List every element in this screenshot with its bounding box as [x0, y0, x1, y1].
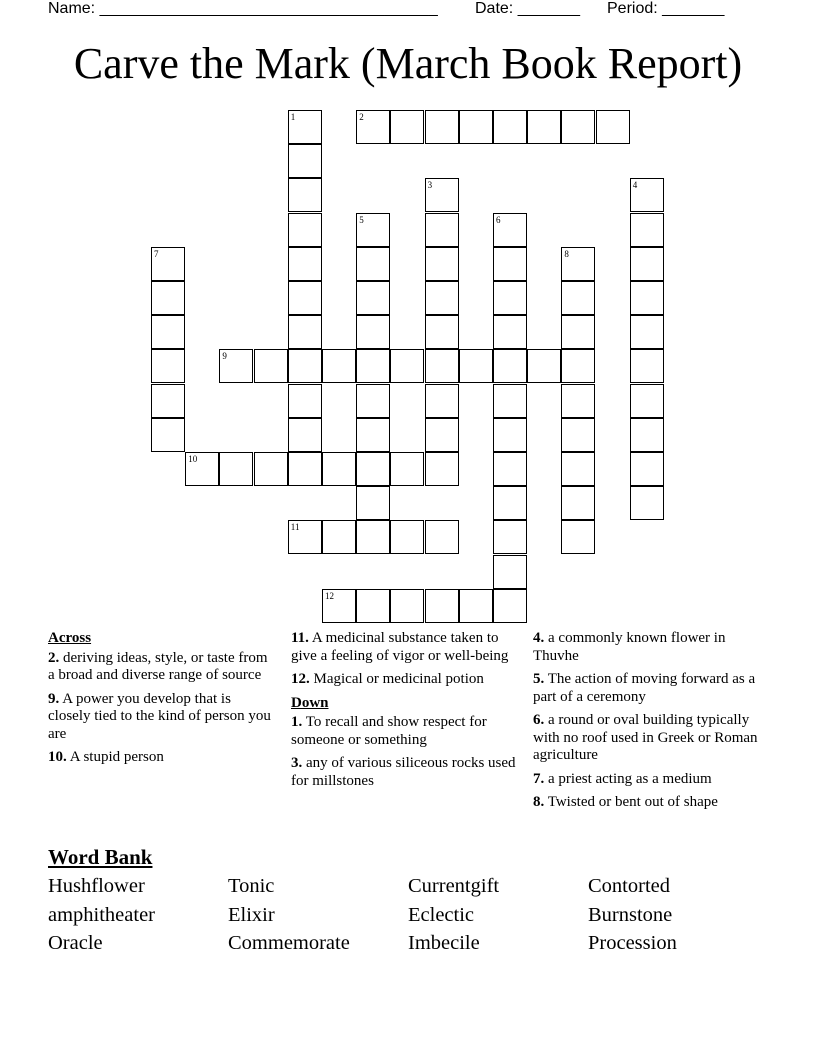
cell-number: 6	[496, 214, 501, 225]
crossword-cell[interactable]	[356, 589, 390, 623]
crossword-cell[interactable]	[493, 247, 527, 281]
crossword-cell[interactable]	[185, 452, 219, 486]
clue-text: Magical or medicinal potion	[313, 671, 484, 687]
cell-number: 7	[154, 248, 159, 259]
cell-number: 2	[359, 112, 364, 122]
crossword-cell[interactable]	[425, 418, 459, 452]
crossword-cell[interactable]	[288, 178, 322, 212]
crossword-cell[interactable]	[254, 349, 288, 383]
clue-text: Twisted or bent out of shape	[547, 794, 718, 810]
crossword-cell[interactable]	[151, 315, 185, 349]
crossword-cell[interactable]	[630, 178, 664, 212]
crossword-cell[interactable]	[425, 213, 459, 247]
crossword-cell[interactable]	[288, 144, 322, 178]
clue-number: 1.	[291, 714, 303, 730]
crossword-cell[interactable]	[322, 589, 356, 623]
clue-across-2	[48, 650, 273, 685]
crossword-cell[interactable]	[493, 349, 527, 383]
across-heading: Across	[48, 630, 92, 646]
crossword-cell[interactable]	[288, 247, 322, 281]
word-bank-word: Tonic	[228, 875, 275, 897]
cell-number: 12	[325, 590, 334, 601]
crossword-cell[interactable]	[390, 452, 424, 486]
clue-down-4	[533, 630, 763, 665]
word-bank-word: Elixir	[228, 903, 275, 926]
clue-number: 8.	[533, 794, 545, 810]
crossword-cell[interactable]	[288, 452, 322, 486]
crossword-cell[interactable]	[527, 110, 561, 144]
word-bank-word: Imbecile	[408, 932, 480, 954]
word-bank-word: Currentgift	[408, 875, 500, 897]
clue-text: To recall and show respect for someone or something	[291, 714, 487, 748]
clue-text: The action of moving forward as a part of a ceremony	[533, 671, 756, 705]
crossword-cell[interactable]	[151, 281, 185, 315]
crossword-cell[interactable]	[356, 452, 390, 486]
word-bank-word: Eclectic	[408, 903, 475, 926]
word-bank-word: Commemorate	[228, 932, 350, 954]
crossword-cell[interactable]	[630, 349, 664, 383]
clue-text: deriving ideas, style, or taste from a broad and diverse range of source	[48, 649, 268, 683]
clue-number: 6.	[533, 712, 545, 728]
clue-number: 10.	[48, 749, 67, 765]
word-bank-row	[48, 929, 768, 958]
clue-number: 4.	[533, 630, 545, 646]
date-field[interactable]: Date: _______	[475, 0, 580, 17]
crossword-cell[interactable]	[219, 452, 253, 486]
clue-text: A medicinal substance taken to give a feeling of vigor or well-being	[291, 630, 509, 664]
cell-number: 4	[632, 180, 638, 191]
clue-down-6	[533, 712, 763, 765]
clue-number: 7.	[533, 770, 545, 787]
crossword-cell[interactable]	[630, 213, 664, 247]
crossword-cell[interactable]	[288, 110, 322, 144]
crossword-cell[interactable]	[425, 178, 459, 212]
crossword-cell[interactable]	[561, 486, 595, 520]
word-bank-row	[48, 901, 768, 930]
crossword-cell[interactable]	[425, 281, 459, 315]
crossword-cell[interactable]	[493, 589, 527, 623]
crossword-cell[interactable]	[425, 110, 459, 144]
clue-number: 11.	[291, 630, 309, 646]
crossword-cell[interactable]	[493, 315, 527, 349]
clue-down-3	[291, 755, 516, 790]
crossword-cell[interactable]	[493, 384, 527, 418]
crossword-cell[interactable]	[561, 281, 595, 315]
crossword-cell[interactable]	[630, 486, 664, 520]
clue-text: a priest acting as a medium	[548, 770, 712, 787]
crossword-cell[interactable]	[596, 110, 630, 144]
crossword-cell[interactable]	[356, 247, 390, 281]
crossword-cell[interactable]	[288, 315, 322, 349]
crossword-cell[interactable]	[527, 349, 561, 383]
crossword-cell[interactable]	[459, 589, 493, 623]
cell-number: 3	[427, 180, 433, 191]
crossword-cell[interactable]	[425, 247, 459, 281]
crossword-cell[interactable]	[561, 520, 595, 554]
crossword-cell[interactable]	[390, 110, 424, 144]
crossword-cell[interactable]	[561, 315, 595, 349]
crossword-cell[interactable]	[390, 349, 424, 383]
crossword-cell[interactable]	[630, 281, 664, 315]
clue-down-5	[533, 671, 763, 706]
crossword-cell[interactable]	[356, 384, 390, 418]
crossword-cell[interactable]	[288, 520, 322, 554]
crossword-cell[interactable]	[151, 384, 185, 418]
cell-number: 1	[290, 112, 296, 122]
cell-number: 9	[222, 351, 227, 362]
crossword-cell[interactable]	[459, 349, 493, 383]
clue-across-12	[291, 671, 516, 689]
crossword-cell[interactable]	[356, 315, 390, 349]
crossword-cell[interactable]	[425, 520, 459, 554]
clue-number: 12.	[291, 671, 310, 687]
crossword-cell[interactable]	[630, 247, 664, 281]
crossword-cell[interactable]	[288, 349, 322, 383]
crossword-cell[interactable]	[356, 213, 390, 247]
crossword-cell[interactable]	[288, 281, 322, 315]
crossword-cell[interactable]	[425, 452, 459, 486]
crossword-cell[interactable]	[493, 520, 527, 554]
crossword-cell[interactable]	[322, 349, 356, 383]
crossword-cell[interactable]	[356, 110, 390, 144]
clue-text: a round or oval building typically with no roof used in Greek or Roman agriculture	[533, 712, 758, 763]
crossword-cell[interactable]	[425, 589, 459, 623]
clue-text: A power you develop that is closely tied to the kind of person you are	[48, 690, 271, 742]
clue-number: 2.	[48, 649, 60, 666]
clues-column-2	[291, 630, 516, 796]
crossword-cell[interactable]	[561, 349, 595, 383]
name-field[interactable]: Name: ______________________________________	[48, 0, 438, 17]
clue-text: any of various siliceous rocks used for millstones	[291, 755, 516, 789]
clue-across-10	[48, 749, 273, 767]
clue-down-1	[291, 714, 516, 749]
crossword-cell[interactable]	[288, 418, 322, 452]
clue-number: 9.	[48, 690, 60, 707]
crossword-cell[interactable]	[288, 213, 322, 247]
crossword-cell[interactable]	[151, 247, 185, 281]
clue-across-9	[48, 691, 273, 744]
cell-number: 5	[359, 214, 364, 225]
crossword-cell[interactable]	[561, 110, 595, 144]
crossword-cell[interactable]	[356, 281, 390, 315]
crossword-cell[interactable]	[493, 418, 527, 452]
crossword-cell[interactable]	[630, 452, 664, 486]
crossword-cell[interactable]	[493, 486, 527, 520]
word-bank-title: Word Bank	[48, 845, 153, 869]
word-bank-word: Oracle	[48, 932, 103, 954]
crossword-cell[interactable]	[493, 555, 527, 589]
word-bank	[48, 872, 768, 958]
word-bank-word: Hushflower	[48, 875, 145, 897]
crossword-cell[interactable]	[322, 452, 356, 486]
clue-down-8	[533, 794, 763, 812]
word-bank-word: Contorted	[588, 875, 670, 897]
crossword-cell[interactable]	[630, 418, 664, 452]
clues-column-3	[533, 630, 763, 818]
clue-number: 3.	[291, 755, 303, 771]
crossword-cell[interactable]	[356, 418, 390, 452]
crossword-cell[interactable]	[493, 213, 527, 247]
crossword-cell[interactable]	[425, 315, 459, 349]
crossword-cell[interactable]	[493, 110, 527, 144]
crossword-cell[interactable]	[630, 384, 664, 418]
clue-text: A stupid person	[69, 749, 164, 765]
crossword-cell[interactable]	[390, 589, 424, 623]
crossword-cell[interactable]	[630, 315, 664, 349]
crossword-cell[interactable]	[493, 281, 527, 315]
clue-across-11	[291, 630, 516, 665]
down-heading: Down	[291, 694, 329, 711]
word-bank-word: Procession	[588, 932, 677, 954]
page-title: Carve the Mark (March Book Report)	[73, 39, 743, 88]
word-bank-row	[48, 872, 768, 901]
crossword-cell[interactable]	[561, 418, 595, 452]
crossword-cell[interactable]	[561, 452, 595, 486]
cell-number: 8	[564, 248, 569, 259]
crossword-cell[interactable]	[425, 384, 459, 418]
crossword-cell[interactable]	[151, 418, 185, 452]
crossword-cell[interactable]	[561, 384, 595, 418]
crossword-cell[interactable]	[356, 520, 390, 554]
clue-down-7	[533, 771, 763, 789]
crossword-cell[interactable]	[254, 452, 288, 486]
crossword-cell[interactable]	[356, 486, 390, 520]
crossword-cell[interactable]	[219, 349, 253, 383]
cell-number: 11	[290, 522, 300, 533]
clue-number: 5.	[533, 671, 545, 687]
cell-number: 10	[188, 454, 198, 464]
word-bank-word: amphitheater	[48, 903, 156, 926]
crossword-cell[interactable]	[151, 349, 185, 383]
crossword-cell[interactable]	[493, 452, 527, 486]
crossword-cell[interactable]	[561, 247, 595, 281]
word-bank-word: Burnstone	[588, 903, 673, 926]
period-field[interactable]: Period: _______	[607, 0, 725, 17]
crossword-cell[interactable]	[356, 349, 390, 383]
crossword-cell[interactable]	[322, 520, 356, 554]
clues-column-1	[48, 630, 273, 773]
crossword-cell[interactable]	[288, 384, 322, 418]
clue-text: a commonly known flower in Thuvhe	[533, 630, 726, 664]
crossword-cell[interactable]	[459, 110, 493, 144]
crossword-cell[interactable]	[425, 349, 459, 383]
crossword-cell[interactable]	[390, 520, 424, 554]
